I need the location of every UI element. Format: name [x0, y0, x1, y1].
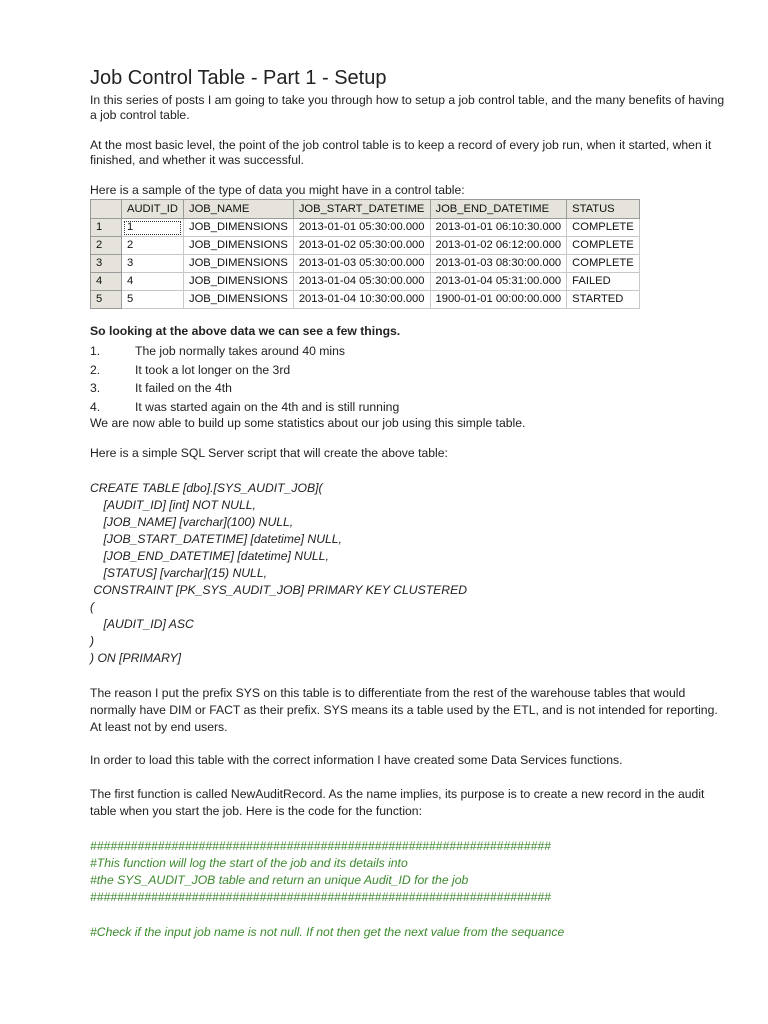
- table-corner-cell: [91, 200, 122, 219]
- table-cell: COMPLETE: [567, 219, 640, 237]
- sample-intro: Here is a sample of the type of data you might have in a control table:: [90, 183, 465, 197]
- prefix-paragraph: The reason I put the prefix SYS on this table is to differentiate from the rest of the warehouse tables that would normally have DIM or FACT as their prefix. SYS means its a table used by the ETL, and is not intended for reporting. At least not by end users.: [90, 686, 718, 734]
- comment-line: #This function will log the start of the job and its details into: [90, 856, 408, 870]
- table-cell: 5: [122, 291, 184, 309]
- observations-heading: So looking at the above data we can see a few things.: [90, 324, 401, 338]
- list-number: 2.: [90, 362, 101, 377]
- list-item: [90, 398, 730, 417]
- check-comment: [90, 924, 730, 941]
- table-cell: 2013-01-03 05:30:00.000: [293, 255, 430, 273]
- table-cell: 2: [122, 237, 184, 255]
- code-line: [STATUS] [varchar](15) NULL,: [90, 566, 267, 580]
- table-cell: STARTED: [567, 291, 640, 309]
- stats-paragraph: We are now able to build up some statistics about our job using this simple table.: [90, 416, 526, 430]
- column-header: STATUS: [567, 200, 640, 219]
- table-cell: 2013-01-03 08:30:00.000: [430, 255, 567, 273]
- list-text: It took a lot longer on the 3rd: [135, 362, 291, 377]
- list-text: It was started again on the 4th and is still running: [135, 399, 400, 414]
- code-line: (: [90, 600, 95, 614]
- column-header: JOB_START_DATETIME: [293, 200, 430, 219]
- code-line: [AUDIT_ID] [int] NOT NULL,: [90, 498, 256, 512]
- table-cell: COMPLETE: [567, 237, 640, 255]
- table-cell: JOB_DIMENSIONS: [183, 255, 293, 273]
- table-cell: JOB_DIMENSIONS: [183, 273, 293, 291]
- table-cell: COMPLETE: [567, 255, 640, 273]
- code-line: CREATE TABLE [dbo].[SYS_AUDIT_JOB](: [90, 481, 323, 495]
- table-cell: JOB_DIMENSIONS: [183, 237, 293, 255]
- page-title: Job Control Table - Part 1 - Setup: [90, 67, 387, 89]
- list-item: [90, 361, 730, 380]
- code-line: [AUDIT_ID] ASC: [90, 617, 194, 631]
- row-number: 3: [91, 255, 122, 273]
- table-cell: 1: [122, 219, 184, 237]
- column-header: AUDIT_ID: [122, 200, 184, 219]
- script-intro: Here is a simple SQL Server script that will create the above table:: [90, 446, 448, 460]
- table-cell: 1900-01-01 00:00:00.000: [430, 291, 567, 309]
- table-row: [91, 291, 640, 309]
- comment-line: ####################################################################: [90, 839, 551, 853]
- basic-paragraph: At the most basic level, the point of the job control table is to keep a record of every job run, when it started, when it finished, and whether it was successful.: [90, 138, 712, 167]
- row-number: 4: [91, 273, 122, 291]
- list-text: The job normally takes around 40 mins: [135, 344, 346, 358]
- table-cell: 2013-01-02 06:12:00.000: [430, 237, 567, 255]
- comment-line: #the SYS_AUDIT_JOB table and return an unique Audit_ID for the job: [90, 873, 469, 887]
- intro-paragraph: In this series of posts I am going to take you through how to setup a job control table, and the many benefits of having a job control table.: [90, 93, 725, 122]
- sample-data-table: [90, 199, 640, 309]
- list-item: [90, 342, 730, 361]
- table-header-row: [91, 200, 640, 219]
- column-header: JOB_NAME: [183, 200, 293, 219]
- table-cell: 4: [122, 273, 184, 291]
- comment-line: #Check if the input job name is not null. If not then get the next value from the sequance: [90, 925, 565, 939]
- row-number: 5: [91, 291, 122, 309]
- comment-block: [90, 838, 730, 906]
- table-cell: 2013-01-04 05:31:00.000: [430, 273, 567, 291]
- table-cell: 2013-01-04 10:30:00.000: [293, 291, 430, 309]
- table-cell: FAILED: [567, 273, 640, 291]
- list-number: 4.: [90, 399, 101, 414]
- code-line: [JOB_START_DATETIME] [datetime] NULL,: [90, 532, 342, 546]
- function-paragraph: The first function is called NewAuditRecord. As the name implies, its purpose is to create a new record in the audit table when you start the job. Here is the code for the function:: [90, 787, 705, 818]
- code-line: ): [90, 634, 95, 648]
- table-cell: 2013-01-01 06:10:30.000: [430, 219, 567, 237]
- table-row: [91, 219, 640, 237]
- table-cell: 2013-01-01 05:30:00.000: [293, 219, 430, 237]
- comment-line: ####################################################################: [90, 890, 551, 904]
- list-number: 3.: [90, 381, 101, 395]
- list-item: [90, 379, 730, 398]
- code-line: [JOB_NAME] [varchar](100) NULL,: [90, 515, 294, 529]
- table-cell: 3: [122, 255, 184, 273]
- load-paragraph: In order to load this table with the correct information I have created some Data Services functions.: [90, 753, 623, 767]
- table-cell: 2013-01-04 05:30:00.000: [293, 273, 430, 291]
- observations-list: [90, 342, 730, 416]
- sql-script: [90, 480, 730, 667]
- table-row: [91, 237, 640, 255]
- table-cell: JOB_DIMENSIONS: [183, 219, 293, 237]
- code-line: [JOB_END_DATETIME] [datetime] NULL,: [90, 549, 329, 563]
- code-line: CONSTRAINT [PK_SYS_AUDIT_JOB] PRIMARY KEY CLUSTERED: [90, 583, 468, 597]
- row-number: 1: [91, 219, 122, 237]
- list-number: 1.: [90, 344, 101, 358]
- list-text: It failed on the 4th: [135, 381, 232, 395]
- table-row: [91, 255, 640, 273]
- column-header: JOB_END_DATETIME: [430, 200, 567, 219]
- table-row: [91, 273, 640, 291]
- article-body: [90, 66, 730, 941]
- table-cell: JOB_DIMENSIONS: [183, 291, 293, 309]
- code-line: ) ON [PRIMARY]: [90, 651, 181, 665]
- row-number: 2: [91, 237, 122, 255]
- table-cell: 2013-01-02 05:30:00.000: [293, 237, 430, 255]
